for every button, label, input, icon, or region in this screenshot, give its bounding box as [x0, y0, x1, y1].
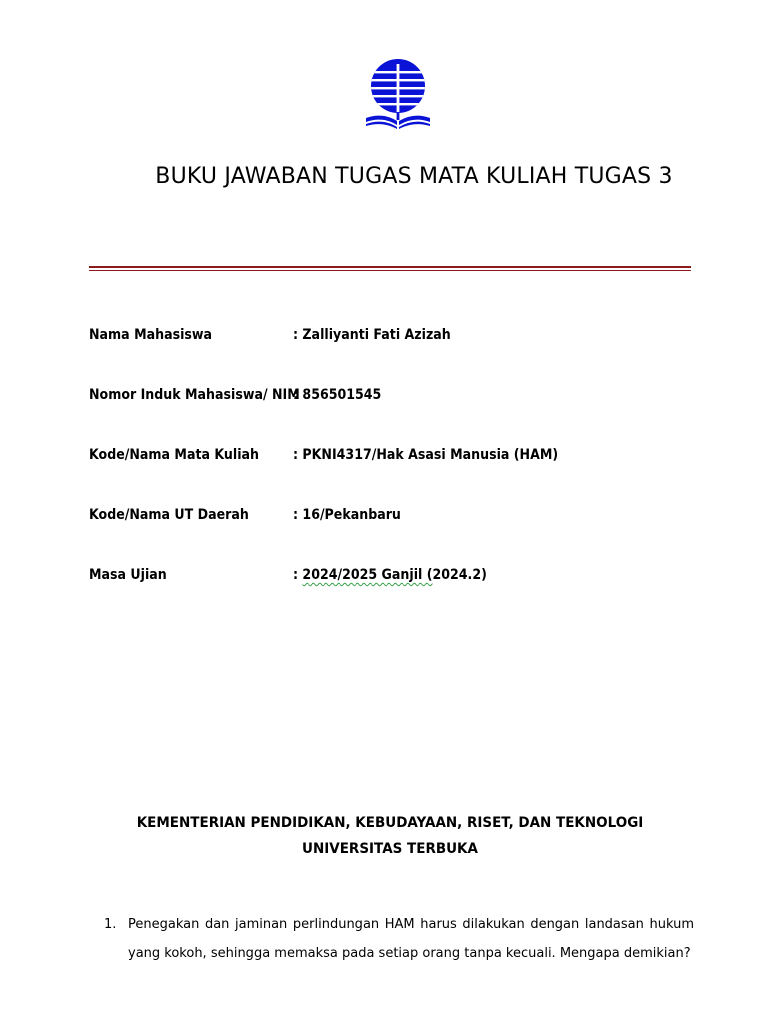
exam-period-spellcheck-mark: 2024/2025 Ganjil ( — [302, 567, 433, 583]
question-number: 1. — [104, 917, 117, 932]
student-id-label: Nomor Induk Mahasiswa/ NIM — [89, 387, 300, 403]
title-divider-thin — [89, 270, 691, 271]
university-name: UNIVERSITAS TERBUKA — [302, 841, 478, 857]
ministry-name: KEMENTERIAN PENDIDIKAN, KEBUDAYAAN, RISET, DAN TEKNOLOGI — [136, 815, 644, 831]
course-value: : PKNI4317/Hak Asasi Manusia (HAM) — [293, 447, 559, 463]
ut-region-label: Kode/Nama UT Daerah — [89, 507, 249, 523]
course-label: Kode/Nama Mata Kuliah — [89, 447, 260, 463]
ut-region-value: : 16/Pekanbaru — [293, 507, 401, 523]
student-name-label: Nama Mahasiswa — [89, 327, 213, 343]
student-name-value: : Zalliyanti Fati Azizah — [293, 327, 451, 343]
exam-period-prefix: : — [293, 567, 303, 583]
universitas-terbuka-logo-icon — [362, 56, 434, 132]
question-text: Penegakan dan jaminan perlindungan HAM harus dilakukan dengan landasan hukum yang kokoh, sehingga memaksa pada setiap orang tanpa kecuali. Mengapa demikian? — [128, 917, 694, 961]
student-id-value: : 856501545 — [293, 387, 382, 403]
document-title: BUKU JAWABAN TUGAS MATA KULIAH TUGAS 3 — [155, 164, 673, 189]
exam-period-suffix: 2024.2) — [432, 567, 487, 583]
exam-period-value — [293, 567, 487, 583]
title-divider-thick — [89, 266, 691, 268]
exam-period-label: Masa Ujian — [89, 567, 167, 583]
